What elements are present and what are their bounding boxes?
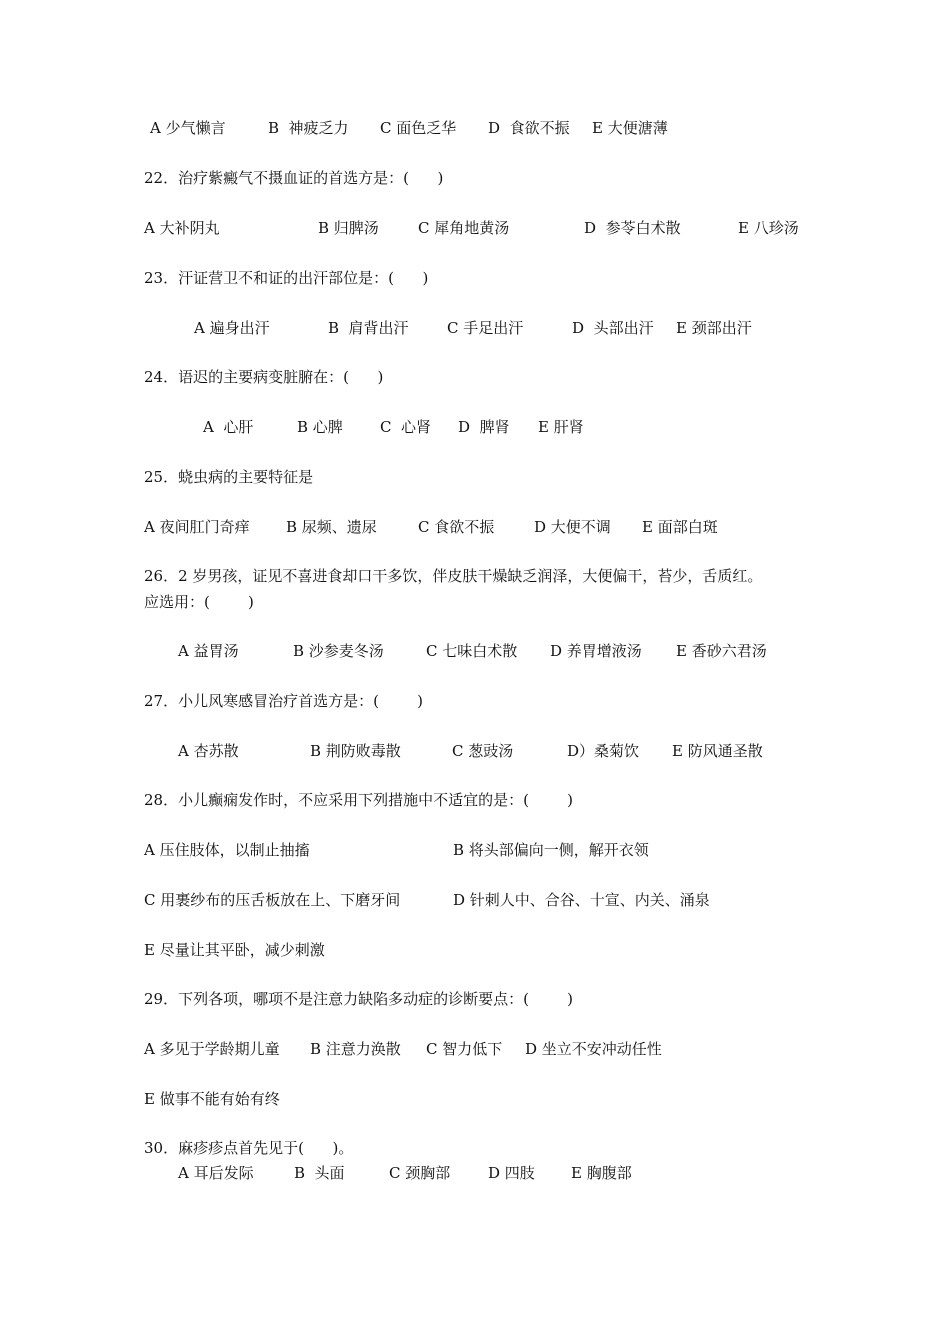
option-b: B 肩背出汗 bbox=[328, 319, 409, 337]
option-c: C 犀角地黄汤 bbox=[418, 219, 510, 237]
option-a: A 耳后发际 bbox=[178, 1164, 254, 1182]
option-a: A 大补阴丸 bbox=[144, 219, 220, 237]
option-d: D 头部出汗 bbox=[572, 319, 654, 337]
option-d: D）桑菊饮 bbox=[567, 742, 640, 760]
option-a: A 遍身出汗 bbox=[194, 319, 270, 337]
option-d: D 食欲不振 bbox=[488, 119, 570, 137]
option-d: D 养胃增液汤 bbox=[550, 642, 642, 660]
option-a: A 多见于学龄期儿童 bbox=[144, 1040, 280, 1058]
option-e: E 胸腹部 bbox=[571, 1164, 632, 1182]
option-b: B 注意力涣散 bbox=[310, 1040, 401, 1058]
option-b: B 头面 bbox=[294, 1164, 345, 1182]
question-stem: 27．小儿风寒感冒治疗首选方是：( ) bbox=[144, 692, 423, 710]
question-stem-line1: 26．2 岁男孩，证见不喜进食却口干多饮，伴皮肤干燥缺乏润泽，大便偏干，苔少，舌质红。 bbox=[144, 567, 763, 585]
option-c: C 面色乏华 bbox=[380, 119, 457, 137]
option-b: B 神疲乏力 bbox=[268, 119, 349, 137]
option-b: B 荆防败毒散 bbox=[310, 742, 401, 760]
question-stem: 25．蛲虫病的主要特征是 bbox=[144, 468, 314, 486]
option-c: C 七味白术散 bbox=[426, 642, 518, 660]
option-c: C 用裹纱布的压舌板放在上、下磨牙间 bbox=[144, 891, 401, 909]
option-a: A 益胃汤 bbox=[178, 642, 239, 660]
option-a: A 压住肢体，以制止抽搐 bbox=[144, 841, 310, 859]
option-e: E 八珍汤 bbox=[738, 219, 799, 237]
option-a: A 心肝 bbox=[203, 418, 254, 436]
option-b: B 归脾汤 bbox=[318, 219, 379, 237]
option-d: D 参苓白术散 bbox=[584, 219, 681, 237]
option-c: C 心肾 bbox=[380, 418, 432, 436]
question-stem: 22．治疗紫癜气不摄血证的首选方是：( ) bbox=[144, 169, 444, 187]
question-stem: 24．语迟的主要病变脏腑在：( ) bbox=[144, 368, 384, 386]
option-c: C 智力低下 bbox=[426, 1040, 503, 1058]
option-d: D 四肢 bbox=[488, 1164, 535, 1182]
option-e: E 大便溏薄 bbox=[592, 119, 668, 137]
option-d: D 针刺人中、合谷、十宣、内关、涌泉 bbox=[453, 891, 710, 909]
option-b: B 沙参麦冬汤 bbox=[293, 642, 384, 660]
option-d: D 大便不调 bbox=[534, 518, 611, 536]
option-c: C 颈胸部 bbox=[389, 1164, 451, 1182]
question-stem-line2: 应选用：( ) bbox=[144, 593, 254, 611]
option-c: C 食欲不振 bbox=[418, 518, 495, 536]
option-a: A 夜间肛门奇痒 bbox=[144, 518, 250, 536]
option-e: E 防风通圣散 bbox=[672, 742, 763, 760]
option-d: D 坐立不安冲动任性 bbox=[525, 1040, 662, 1058]
option-b: B 心脾 bbox=[297, 418, 343, 436]
question-stem: 30．麻疹疹点首先见于( )。 bbox=[144, 1139, 354, 1157]
option-c: C 葱豉汤 bbox=[452, 742, 514, 760]
option-e: E 做事不能有始有终 bbox=[144, 1090, 280, 1108]
option-e: E 香砂六君汤 bbox=[676, 642, 767, 660]
option-a: A 杏苏散 bbox=[178, 742, 239, 760]
option-d: D 脾肾 bbox=[458, 418, 510, 436]
option-e: E 尽量让其平卧，减少刺激 bbox=[144, 941, 325, 959]
option-c: C 手足出汗 bbox=[447, 319, 524, 337]
question-stem: 28．小儿癫痫发作时，不应采用下列措施中不适宜的是：( ) bbox=[144, 791, 573, 809]
question-stem: 23．汗证营卫不和证的出汗部位是：( ) bbox=[144, 269, 429, 287]
option-b: B 尿频、遗尿 bbox=[286, 518, 377, 536]
option-e: E 肝肾 bbox=[538, 418, 584, 436]
option-e: E 颈部出汗 bbox=[676, 319, 752, 337]
option-e: E 面部白斑 bbox=[642, 518, 718, 536]
question-stem: 29．下列各项，哪项不是注意力缺陷多动症的诊断要点：( ) bbox=[144, 990, 573, 1008]
option-b: B 将头部偏向一侧，解开衣领 bbox=[453, 841, 649, 859]
option-a: A 少气懒言 bbox=[150, 119, 226, 137]
